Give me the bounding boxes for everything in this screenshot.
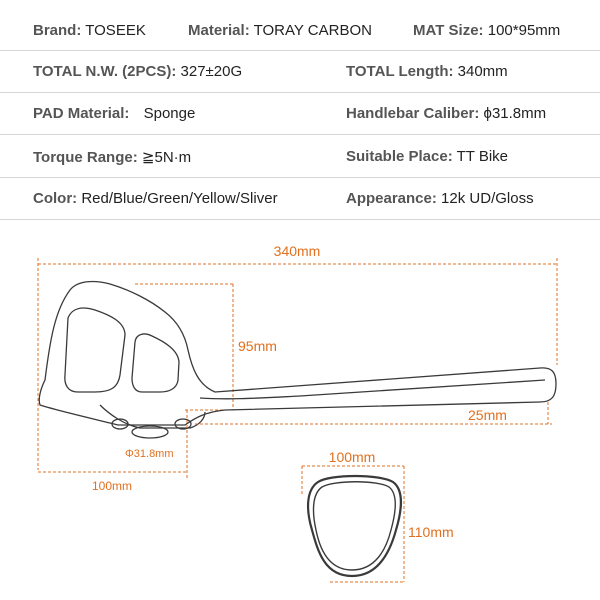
bar-diameter-dimension [195,402,552,424]
spec-brand: Brand: TOSEEK [33,22,146,39]
mat-inner [314,482,396,570]
mat-width-label: 100mm [328,449,376,465]
mat-height-dimension [330,524,454,582]
mat-outer [308,476,401,576]
pad-height-label: 95mm [238,338,277,354]
spec-suitable-place: Suitable Place: TT Bike [346,148,509,165]
mat-pad [308,476,401,576]
pad-height-dimension [135,284,277,410]
spec-torque-range: Torque Range: ≧5N·m [33,149,192,166]
spec-total-weight: TOTAL N.W. (2PCS): 327±20G [33,63,243,80]
spec-color: Color: Red/Blue/Green/Yellow/Sliver [33,190,278,207]
bar-diameter-label: 25mm [468,407,507,423]
spec-appearance: Appearance: 12k UD/Gloss [346,190,534,207]
spec-mat-size: MAT Size: 100*95mm [413,22,561,39]
total-length-dimension [38,243,557,470]
pad-cutout-right [132,334,179,392]
pad-width-label: 100mm [91,479,133,493]
spec-material: Material: TORAY CARBON [188,22,372,39]
clamp-caliber-label: Φ31.8mm [125,448,174,460]
mat-height-label: 110mm [408,524,454,540]
armrest-frame [39,282,556,425]
spec-pad-material: PAD Material: Sponge [33,105,196,122]
pad-cutout-left [65,308,125,392]
mat-width-dimension [302,449,404,582]
total-length-label: 340mm [273,243,321,259]
spec-handlebar-caliber: Handlebar Caliber: ϕ31.8mm [346,105,547,122]
spec-total-length: TOTAL Length: 340mm [346,63,508,80]
